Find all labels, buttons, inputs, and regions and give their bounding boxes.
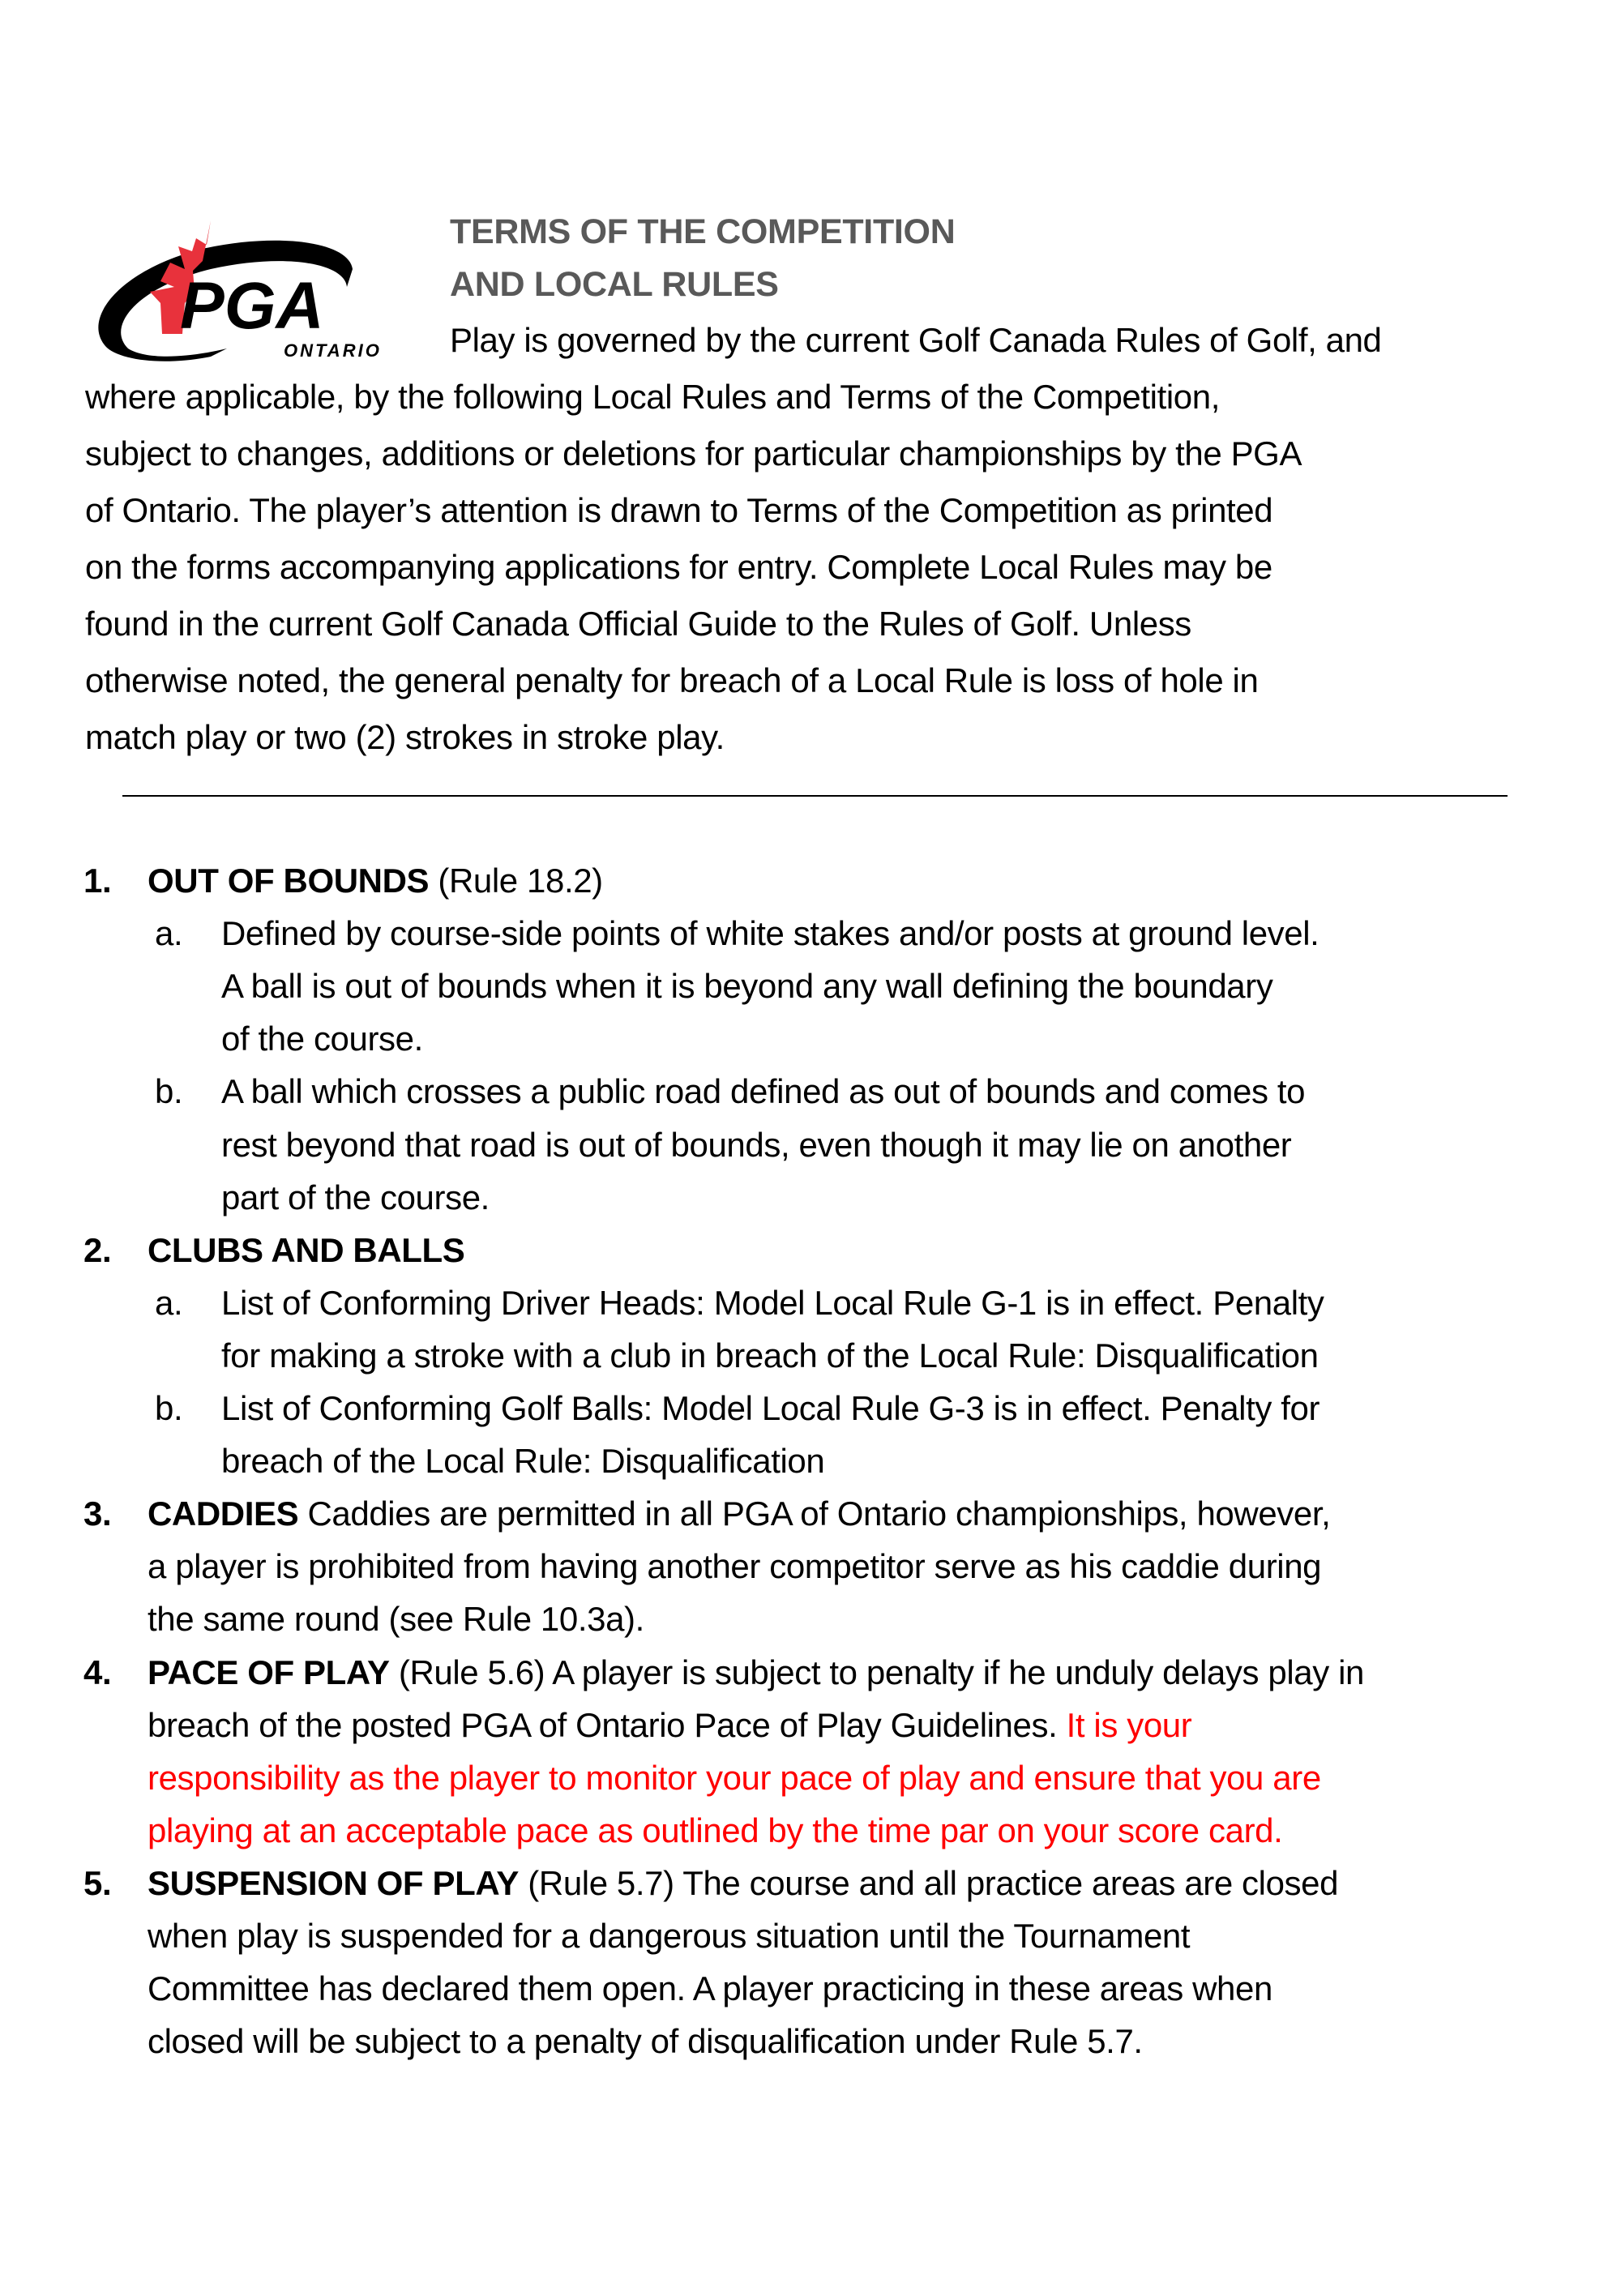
rule-text: List of Conforming Driver Heads: Model Local Rule G-1 is in effect. Penalty bbox=[221, 1283, 1324, 1322]
list-line bbox=[148, 1805, 1282, 1857]
list-line bbox=[148, 1225, 464, 1276]
intro-line: Play is governed by the current Golf Canada Rules of Golf, and bbox=[450, 321, 1382, 359]
highlighted-warning-text: It is your bbox=[1066, 1705, 1192, 1744]
list-line bbox=[148, 1541, 1321, 1593]
list-number: 5. bbox=[83, 1863, 112, 1902]
rule-text: Defined by course-side points of white stakes and/or posts at ground level. bbox=[221, 914, 1319, 953]
highlighted-warning-text: playing at an acceptable pace as outlined by the time par on your score card. bbox=[148, 1811, 1283, 1849]
horizontal-divider bbox=[122, 795, 1508, 797]
rule-text: Committee has declared them open. A player practicing in these areas when bbox=[148, 1969, 1272, 2008]
list-line bbox=[148, 1752, 1321, 1804]
intro-line: on the forms accompanying applications for entry. Complete Local Rules may be bbox=[85, 548, 1272, 586]
list-line bbox=[221, 960, 1272, 1012]
rule-text: of the course. bbox=[221, 1020, 423, 1058]
intro-line: subject to changes, additions or deletions for particular championships by the PGA bbox=[85, 434, 1302, 472]
rule-text: breach of the Local Rule: Disqualification bbox=[221, 1442, 825, 1481]
rule-text: rest beyond that road is out of bounds, even though it may lie on another bbox=[221, 1125, 1292, 1164]
list-letter: a. bbox=[155, 914, 183, 953]
highlighted-warning-text: responsibility as the player to monitor your pace of play and ensure that you are bbox=[148, 1758, 1321, 1797]
list-line bbox=[221, 1277, 1324, 1329]
rule-text: List of Conforming Golf Balls: Model Local Rule G-3 is in effect. Penalty for bbox=[221, 1389, 1320, 1427]
rule-heading: CADDIES bbox=[148, 1494, 299, 1533]
intro-line: otherwise noted, the general penalty for breach of a Local Rule is loss of hole in bbox=[85, 661, 1259, 699]
list-line bbox=[221, 1013, 423, 1065]
intro-line: of Ontario. The player’s attention is drawn to Terms of the Competition as printed bbox=[85, 491, 1273, 529]
rule-text: closed will be subject to a penalty of disqualification under Rule 5.7. bbox=[148, 2022, 1143, 2061]
list-number: 1. bbox=[83, 862, 112, 900]
title-line-2: AND LOCAL RULES bbox=[450, 265, 779, 304]
list-line bbox=[148, 1593, 644, 1645]
list-line bbox=[221, 1066, 1305, 1118]
rule-heading: SUSPENSION OF PLAY bbox=[148, 1863, 520, 1902]
list-line bbox=[221, 1119, 1291, 1171]
intro-line: found in the current Golf Canada Official Guide to the Rules of Golf. Unless bbox=[85, 605, 1191, 643]
rule-text: Caddies are permitted in all PGA of Ontario championships, however, bbox=[298, 1494, 1331, 1533]
list-line bbox=[221, 1435, 824, 1487]
list-number: 4. bbox=[83, 1653, 112, 1691]
intro-line: where applicable, by the following Local Rules and Terms of the Competition, bbox=[85, 378, 1220, 416]
rule-text: breach of the posted PGA of Ontario Pace of Play Guidelines. bbox=[148, 1705, 1067, 1744]
rule-text: (Rule 5.7) The course and all practice areas are closed bbox=[519, 1863, 1339, 1902]
rule-heading: PACE OF PLAY bbox=[148, 1653, 390, 1691]
rule-text: the same round (see Rule 10.3a). bbox=[148, 1600, 644, 1639]
list-line bbox=[148, 1647, 1364, 1699]
list-line bbox=[148, 1488, 1330, 1540]
list-letter: a. bbox=[155, 1283, 183, 1322]
title-line-1: TERMS OF THE COMPETITION bbox=[450, 212, 956, 251]
intro-line: match play or two (2) strokes in stroke play. bbox=[85, 718, 725, 756]
rule-heading: OUT OF BOUNDS bbox=[148, 862, 430, 900]
list-line bbox=[221, 1330, 1319, 1382]
list-number: 2. bbox=[83, 1230, 112, 1269]
rule-text: part of the course. bbox=[221, 1178, 490, 1216]
list-line bbox=[221, 908, 1319, 960]
pga-logo-icon bbox=[89, 212, 413, 362]
rule-text: a player is prohibited from having another competitor serve as his caddie during bbox=[148, 1547, 1322, 1586]
pga-ontario-logo bbox=[89, 212, 413, 362]
list-line bbox=[148, 1700, 1191, 1751]
rule-text: for making a stroke with a club in breach of the Local Rule: Disqualification bbox=[221, 1336, 1319, 1375]
logo-sub-text: ONTARIO bbox=[284, 340, 382, 361]
list-line bbox=[148, 1910, 1190, 1962]
rule-text: A ball which crosses a public road defined as out of bounds and comes to bbox=[221, 1072, 1306, 1111]
rule-text: A ball is out of bounds when it is beyond any wall defining the boundary bbox=[221, 967, 1273, 1006]
rule-text: (Rule 5.6) A player is subject to penalty if he unduly delays play in bbox=[389, 1653, 1364, 1691]
list-line bbox=[221, 1172, 490, 1224]
list-line bbox=[148, 1858, 1338, 1909]
list-line bbox=[148, 1963, 1272, 2015]
list-line bbox=[221, 1383, 1319, 1434]
list-line bbox=[148, 2016, 1143, 2067]
list-letter: b. bbox=[155, 1072, 183, 1111]
list-number: 3. bbox=[83, 1494, 112, 1533]
list-letter: b. bbox=[155, 1389, 183, 1427]
rule-text: (Rule 18.2) bbox=[429, 862, 603, 900]
list-line bbox=[148, 855, 603, 907]
logo-main-text: PGA bbox=[180, 269, 324, 343]
rule-heading: CLUBS AND BALLS bbox=[148, 1230, 465, 1269]
rule-text: when play is suspended for a dangerous situation until the Tournament bbox=[148, 1917, 1191, 1955]
